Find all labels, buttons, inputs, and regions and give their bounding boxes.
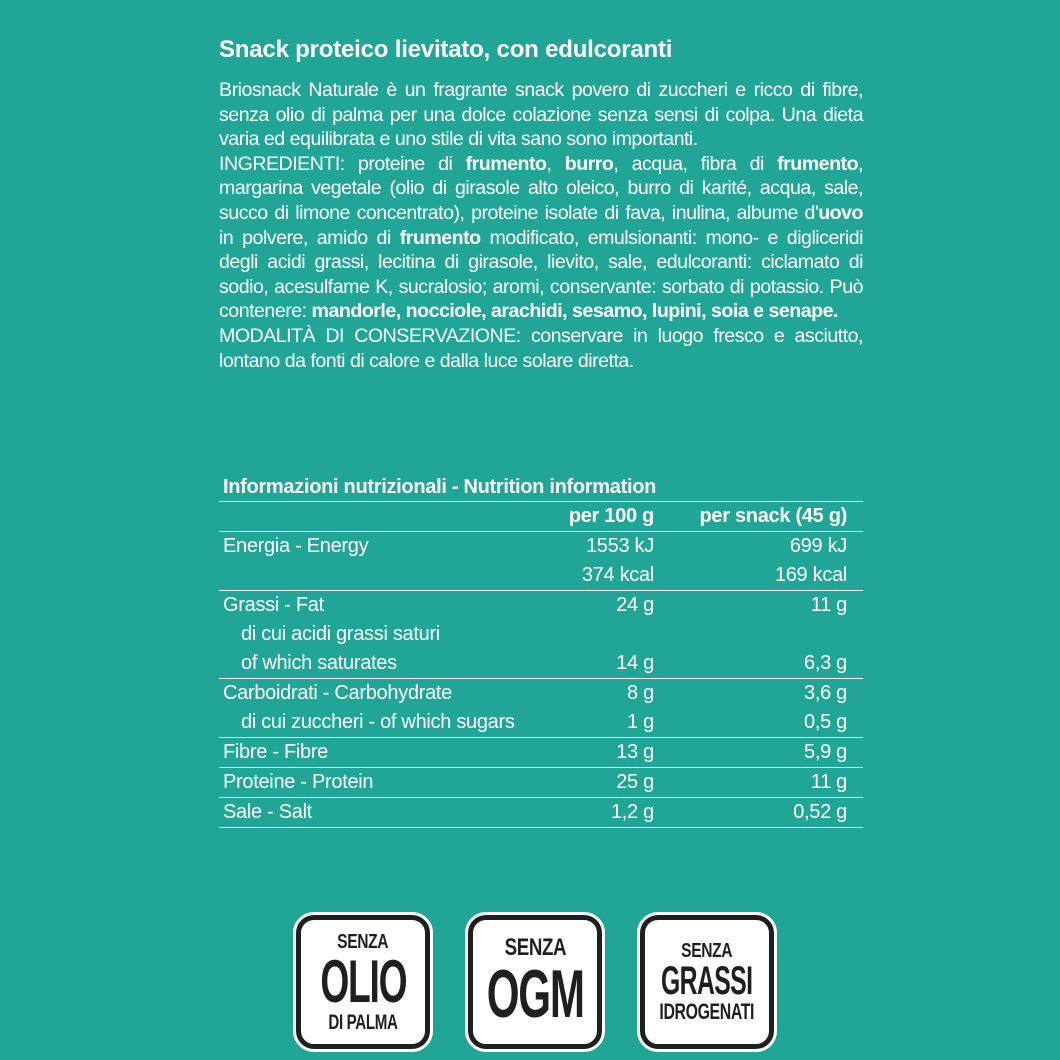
- nutrition-row: [219, 561, 863, 591]
- badge-palm-top: SENZA: [337, 930, 389, 953]
- nutrient-label: Energia - Energy: [219, 532, 515, 562]
- value-per-snack: 3,6 g: [664, 679, 863, 709]
- value-per-100g: [515, 620, 664, 649]
- nutrient-label: di cui acidi grassi saturi: [241, 623, 440, 645]
- nutrition-row: [219, 649, 863, 679]
- value-per-snack: 0,5 g: [804, 711, 847, 733]
- ingredient-text: ,: [546, 152, 565, 175]
- ingredient-text: INGREDIENTI: proteine di: [219, 152, 466, 175]
- value-per-snack: 5,9 g: [664, 738, 863, 768]
- nutrient-label: [219, 561, 515, 591]
- value-per-snack: 699 kJ: [664, 532, 863, 562]
- badge-fats-big: GRASSI: [661, 959, 753, 1003]
- ingredient-text: , acqua, fibra di: [613, 152, 778, 175]
- badge-fats-bottom: IDROGENATI: [659, 999, 755, 1024]
- badge-fats-top: SENZA: [681, 940, 733, 962]
- value-per-snack: 11 g: [664, 591, 863, 621]
- nutrition-row: [219, 798, 863, 828]
- value-per-100g: 8 g: [515, 679, 664, 709]
- ingredient-text: , margarina vegetale (olio di girasole alto oleico, burro di karité, acqua, sale, succo di limone concentrato), proteine isolate di fava, inulina, albume d': [219, 152, 863, 224]
- badge-senza-ogm: [468, 915, 602, 1049]
- badge-senza-grassi-idrogenati: [640, 915, 774, 1049]
- allergen-text: uovo: [818, 201, 863, 224]
- value-per-100g: 1,2 g: [515, 798, 664, 828]
- nutrient-label: Carboidrati - Carbohydrate: [219, 679, 515, 709]
- value-per-100g: 1553 kJ: [515, 532, 664, 562]
- product-description-block: [219, 78, 863, 373]
- value-per-100g: 1 g: [627, 711, 654, 733]
- header-empty: [219, 502, 515, 532]
- nutrient-label: di cui zuccheri - of which sugars: [241, 711, 515, 733]
- nutrient-label: of which saturates: [241, 652, 397, 674]
- header-per-snack: per snack (45 g): [699, 505, 847, 527]
- value-per-snack: 169 kcal: [774, 564, 847, 586]
- value-per-100g: 24 g: [515, 591, 664, 621]
- nutrient-label: Fibre - Fibre: [219, 738, 515, 768]
- nutrition-row: [219, 620, 863, 649]
- nutrition-row: [219, 708, 863, 738]
- value-per-100g: 25 g: [515, 768, 664, 798]
- nutrient-label: Grassi - Fat: [219, 591, 515, 621]
- nutrition-title: Informazioni nutrizionali - Nutrition information: [219, 476, 863, 502]
- value-per-snack: 6,3 g: [804, 652, 847, 674]
- nutrient-label: Proteine - Protein: [219, 768, 515, 798]
- nutrition-table: [219, 502, 863, 828]
- nutrition-row: [219, 591, 863, 621]
- header-per-100g: per 100 g: [568, 505, 654, 527]
- value-per-snack: 11 g: [664, 768, 863, 798]
- badge-palm-bottom: DI PALMA: [328, 1010, 398, 1034]
- badge-palm-big: OLIO: [320, 947, 406, 1015]
- value-per-snack: [664, 620, 863, 649]
- allergen-text: mandorle, nocciole, arachidi, sesamo, lupini, soia e senape.: [311, 300, 838, 323]
- ingredient-text: in polvere, amido di: [219, 226, 400, 249]
- allergen-text: frumento: [777, 152, 859, 175]
- nutrition-row: [219, 768, 863, 798]
- nutrition-table-section: [219, 476, 863, 828]
- ingredient-text: modificato, emulsionanti: mono- e digliceridi degli acidi grassi, lecitina di girasole, lievito, sale, edulcoranti: ciclamato di sodio, acesulfame K, sucralosio; aromi, conservante: sorbato di potassio. Può contenere:: [219, 226, 863, 323]
- value-per-100g: 13 g: [515, 738, 664, 768]
- product-info: [219, 36, 863, 373]
- nutrition-row: [219, 532, 863, 562]
- storage-text: MODALITÀ DI CONSERVAZIONE: conservare in luogo fresco e asciutto, lontano da fonti di calore e dalla luce solare diretta.: [219, 324, 863, 372]
- nutrition-row: [219, 679, 863, 709]
- value-per-100g: 374 kcal: [581, 564, 654, 586]
- badge-gmo-top: SENZA: [504, 934, 566, 961]
- badge-gmo-big: OGM: [486, 956, 584, 1032]
- allergen-text: frumento: [399, 226, 481, 249]
- nutrient-label: Sale - Salt: [219, 798, 515, 828]
- badge-senza-olio-di-palma: [296, 915, 430, 1049]
- value-per-snack: 0,52 g: [664, 798, 863, 828]
- value-per-100g: 14 g: [616, 652, 654, 674]
- product-title: Snack proteico lievitato, con edulcoranti: [219, 36, 673, 63]
- allergen-text: burro: [564, 152, 614, 175]
- ingredients-text: [219, 152, 863, 324]
- allergen-text: frumento: [465, 152, 547, 175]
- nutrition-row: [219, 738, 863, 768]
- product-description: Briosnack Naturale è un fragrante snack povero di zuccheri e ricco di fibre, senza olio di palma per una dolce colazione senza sensi di colpa. Una dieta varia ed equilibrata e uno stile di vita sano sono importanti.: [219, 79, 863, 151]
- nutrition-header-row: [219, 502, 863, 532]
